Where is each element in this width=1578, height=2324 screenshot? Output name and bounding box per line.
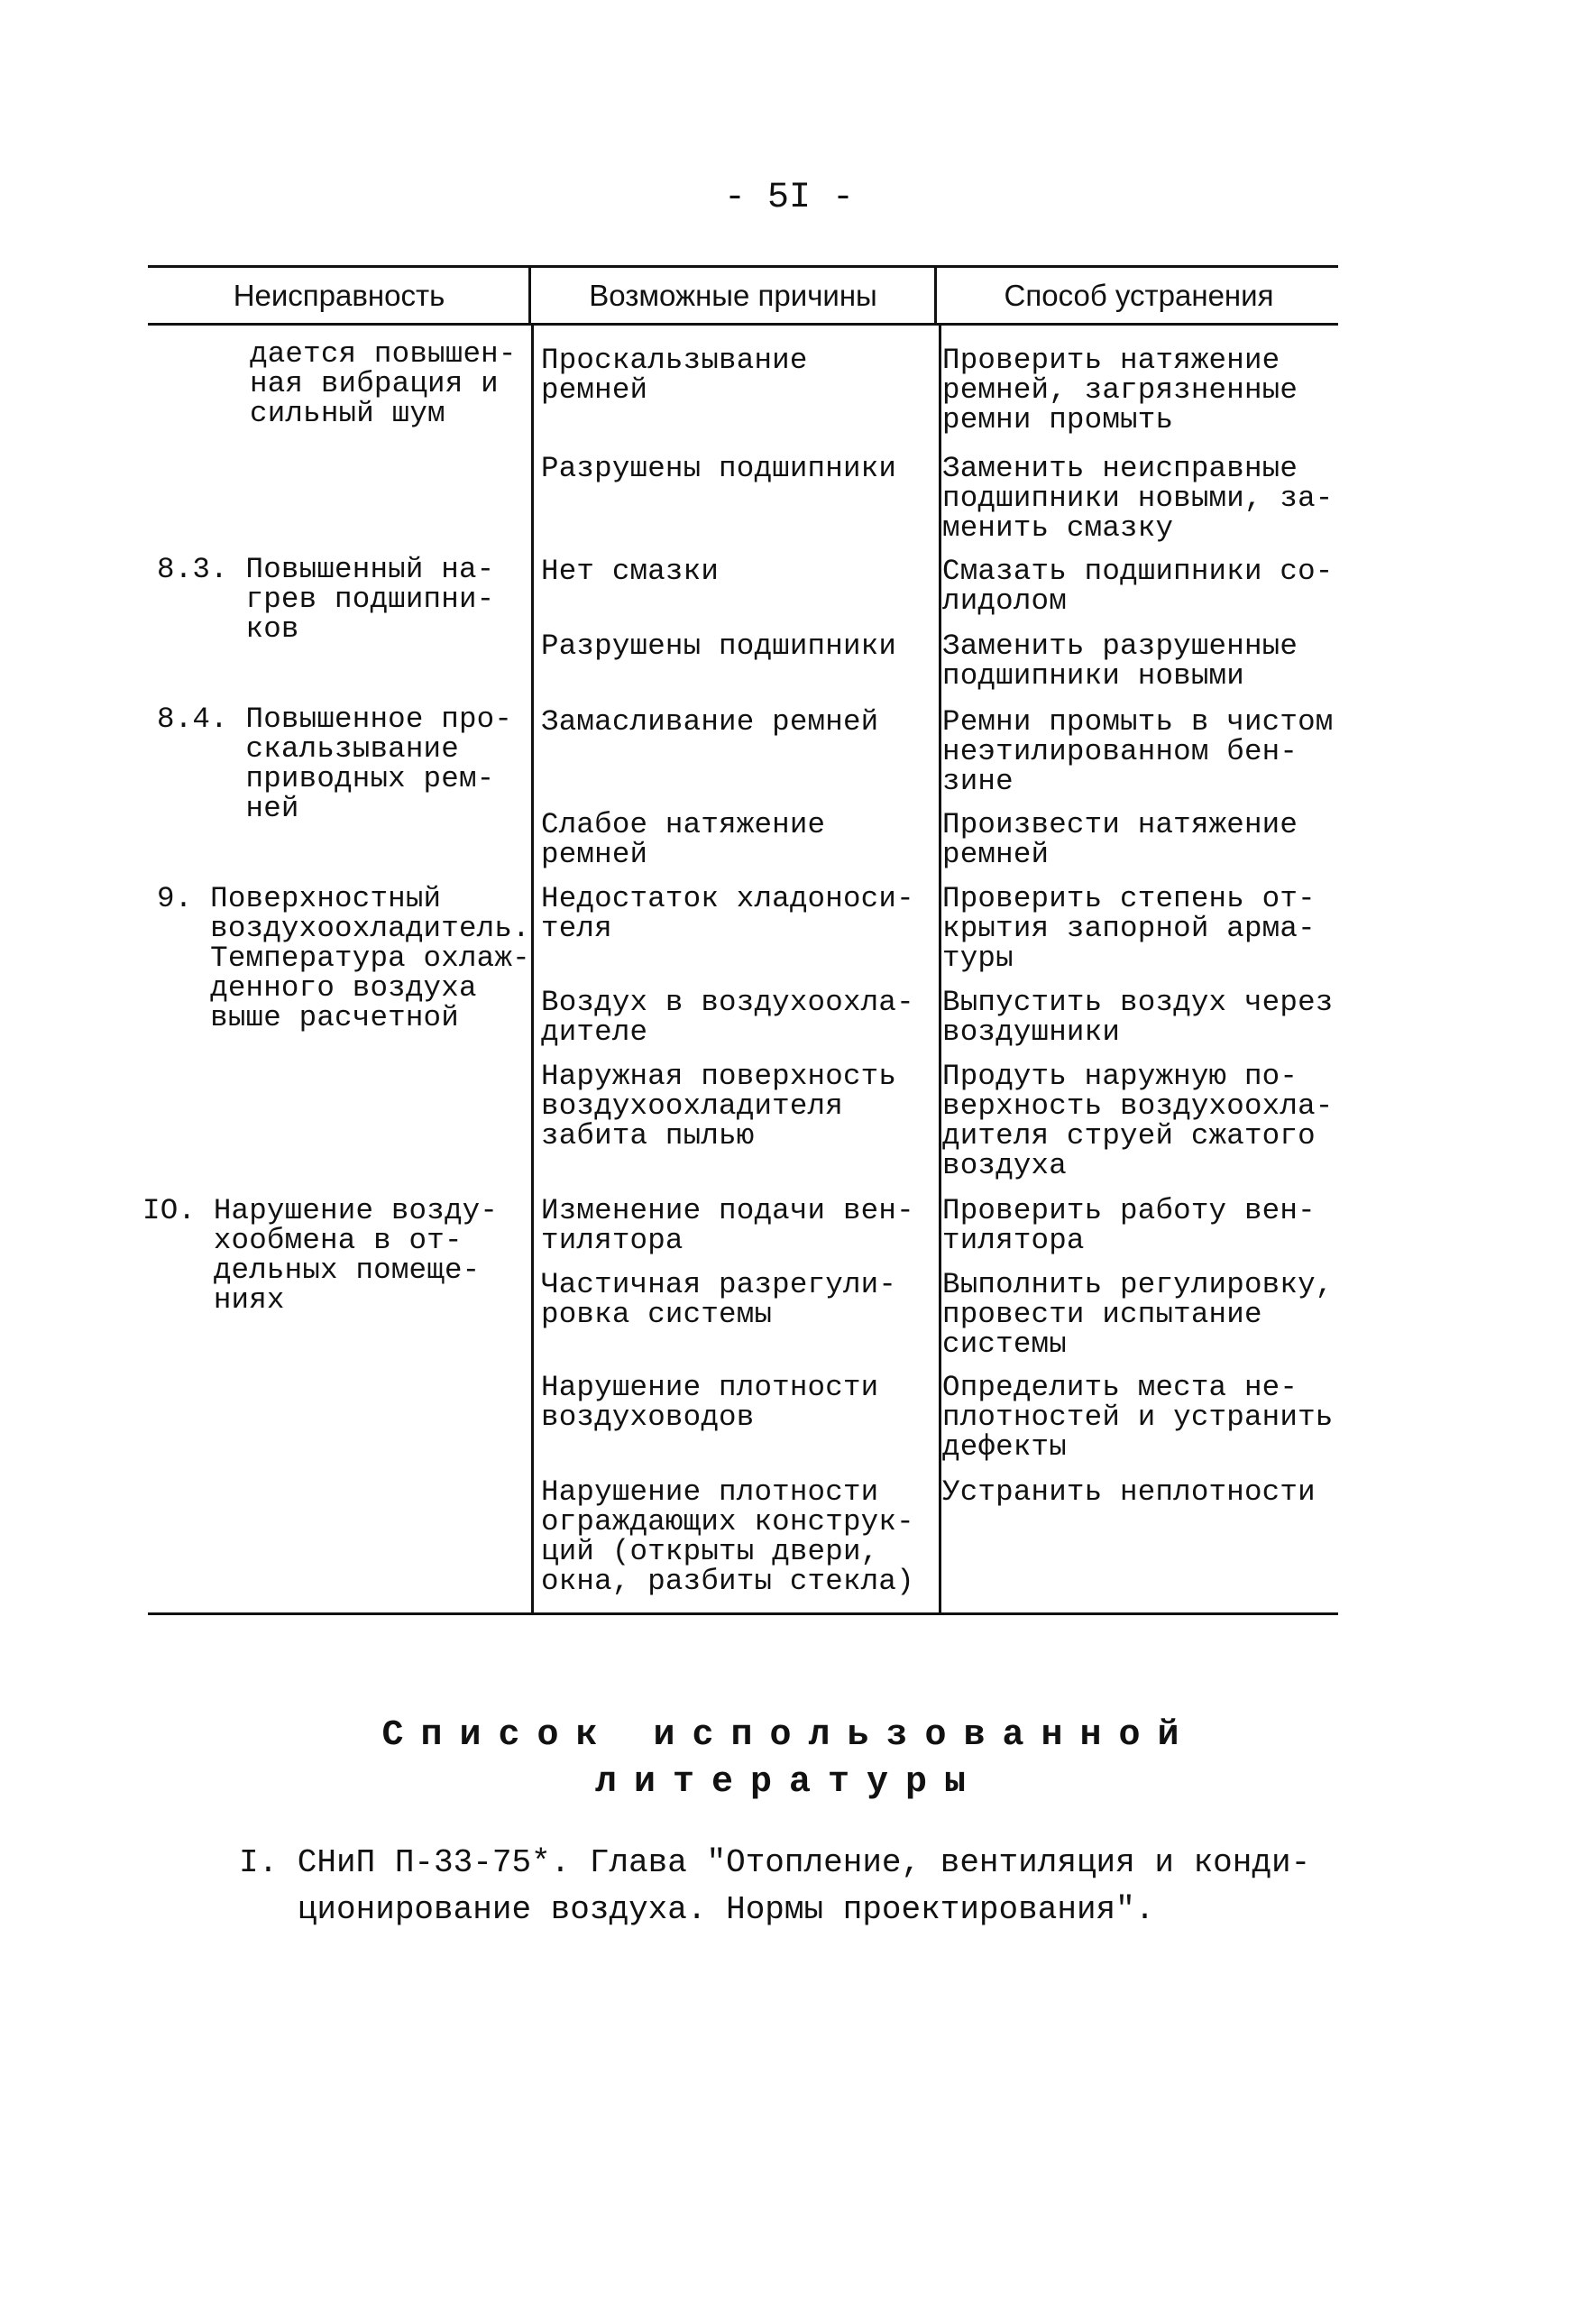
column-header-causes: Возможные причины (589, 279, 877, 312)
fault-cell: 8.3. Повышенный на- грев подшипни- ков (157, 553, 495, 646)
remedy-cell: Проверить натяжение ремней, загрязненные ремни промыть (942, 344, 1298, 436)
cause-cell: Нарушение плотности воздуховодов (541, 1371, 879, 1434)
remedy-cell: Выпустить воздух через воздушники (942, 986, 1334, 1049)
fault-cell: 8.4. Повышенное про- скальзывание приводных рем- ней (157, 703, 513, 825)
remedy-cell: Заменить разрушенные подшипники новыми (942, 629, 1298, 693)
cause-cell: Проскальзывание ремней (541, 344, 808, 407)
fault-cell: 9. Поверхностный воздухоохладитель. Температура охлаж- денного воздуха выше расчетной (157, 882, 530, 1034)
cause-cell: Недостаток хладоноси- теля (541, 882, 914, 945)
table-column-divider (939, 325, 941, 1612)
remedy-cell: Ремни промыть в чистом неэтилированном бен- зине (942, 705, 1334, 798)
remedy-cell: Проверить степень от- крытия запорной арма- туры (942, 882, 1316, 975)
cause-cell: Частичная разрегули- ровка системы (541, 1268, 897, 1331)
remedy-cell: Определить места не- плотностей и устранить дефекты (942, 1371, 1334, 1464)
remedy-cell: Продуть наружную по- верхность воздухоохла- дителя струей сжатого воздуха (942, 1060, 1334, 1182)
remedy-cell: Произвести натяжение ремней (942, 808, 1298, 871)
remedy-cell: Выполнить регулировку, провести испытание системы (942, 1268, 1334, 1361)
cause-cell: Разрушены подшипники (541, 452, 897, 485)
remedy-cell: Заменить неисправные подшипники новыми, за- менить смазку (942, 452, 1334, 545)
cause-cell: Нет смазки (541, 555, 720, 588)
table-top-rule (148, 265, 1338, 268)
remedy-cell: Проверить работу вен- тилятора (942, 1194, 1316, 1257)
remedy-cell: Смазать подшипники со- лидолом (942, 555, 1334, 618)
fault-cell: дается повышен- ная вибрация и сильный шум (250, 337, 517, 430)
table-column-divider (531, 325, 534, 1612)
literature-title: Список использованной (381, 1715, 1197, 1756)
table-bottom-rule (148, 1612, 1338, 1615)
cause-cell: Разрушены подшипники (541, 629, 897, 663)
table-column-divider (528, 267, 531, 325)
page-number: - 5I - (723, 178, 855, 218)
fault-cell: IO. Нарушение возду- хообмена в от- дельных помеще- ниях (142, 1194, 499, 1317)
remedy-cell: Устранить неплотности (942, 1475, 1316, 1509)
column-header-fault: Неисправность (233, 279, 445, 312)
cause-cell: Слабое натяжение ремней (541, 808, 826, 871)
literature-reference: I. СНиП П-33-75*. Глава "Отопление, вентиляция и конди- ционирование воздуха. Нормы проектирования". (239, 1844, 1311, 1928)
column-header-remedy: Способ устранения (1004, 279, 1274, 312)
table-header-rule (148, 323, 1338, 326)
table-column-divider (934, 267, 937, 325)
cause-cell: Воздух в воздухоохла- дителе (541, 986, 914, 1049)
literature-title: литературы (594, 1762, 984, 1803)
cause-cell: Изменение подачи вен- тилятора (541, 1194, 914, 1257)
cause-cell: Замасливание ремней (541, 705, 879, 739)
cause-cell: Наружная поверхность воздухоохладителя забита пылью (541, 1060, 897, 1153)
cause-cell: Нарушение плотности ограждающих конструк- ций (открыты двери, окна, разбиты стекла) (541, 1475, 914, 1598)
